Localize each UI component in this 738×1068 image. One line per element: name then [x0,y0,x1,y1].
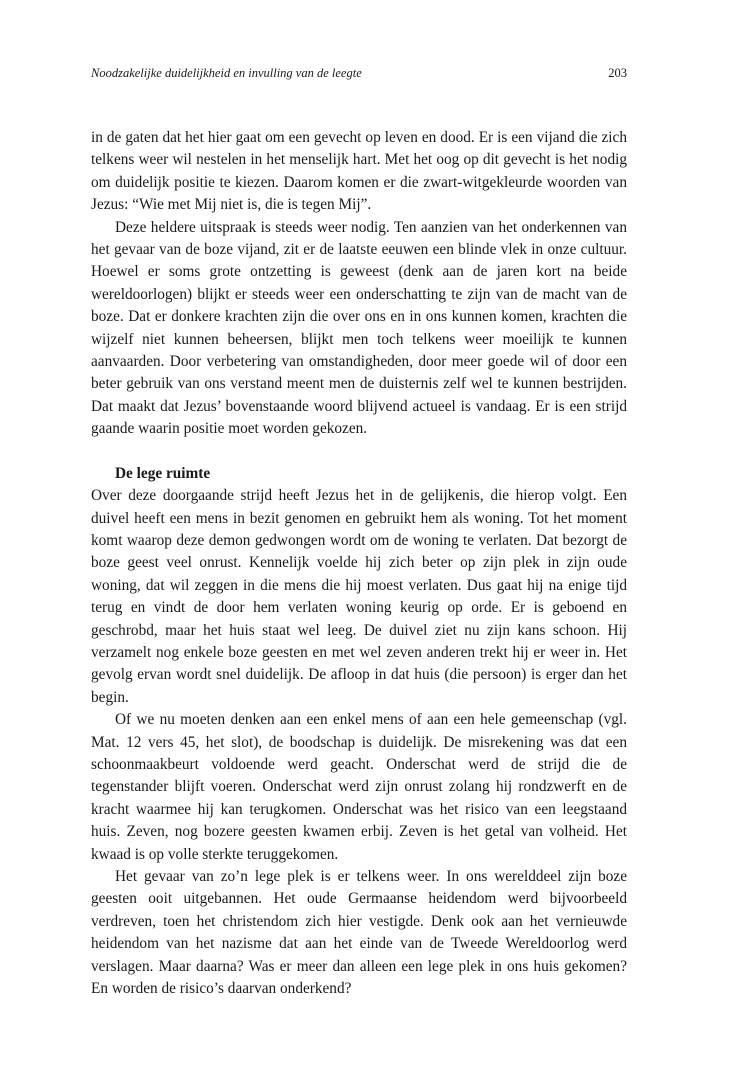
paragraph: Of we nu moeten denken aan een enkel mens of aan een hele gemeenschap (vgl. Mat. 12 vers 45, het slot), de boodschap is duidelijk. De misrekening was dat een schoonmaakbeurt voldoende werd geacht. Onderschat werd de strijd die de tegenstander blijft voeren. Onderschat werd zijn onrust zolang hij rondzwerft en de kracht waarmee hij kan terugkomen. Onderschat was het risico van een leegstaand huis. Zeven, nog bozere geesten kwamen erbij. Zeven is het getal van volheid. Het kwaad is op volle sterkte teruggekomen. [91,711,627,863]
paragraph: Deze heldere uitspraak is steeds weer nodig. Ten aanzien van het onderkennen van het gevaar van de boze vijand, zit er de laatste eeuwen een blinde vlek in onze cultuur. Hoewel er soms grote ontzetting is geweest (denk aan de jaren kort na beide wereldoorlogen) blijkt er steeds weer een onderschatting te zijn van de macht van de boze. Dat er donkere krachten zijn die over ons en in ons kunnen komen, krachten die wijzelf niet kunnen beheersen, blijkt men toch telkens weer moeilijk te kunnen aanvaarden. Door verbetering van omstandigheden, door meer goede wil of door een beter gebruik van ons verstand meent men de duisternis zelf wel te kunnen bestrijden. Dat maakt dat Jezus’ bovenstaande woord blijvend actueel is vandaag. Er is een strijd gaande waarin positie moet worden gekozen. [91,218,627,438]
body-text [91,127,627,1000]
running-title: Noodzakelijke duidelijkheid en invulling van de leegte [91,66,362,80]
paragraph: Het gevaar van zo’n lege plek is er telkens weer. In ons werelddeel zijn boze geesten ooit uitgebannen. Het oude Germaanse heidendom werd bijvoorbeeld verdreven, toen het christendom zich hier vestigde. Denk ook aan het vernieuwde heidendom van het nazisme dat aan het einde van de Tweede Wereldoorlog werd verslagen. Maar daarna? Was er meer dan alleen een lege plek in ons huis gekomen? En worden de risico’s daarvan onderkend? [91,868,627,998]
paragraph: in de gaten dat het hier gaat om een gevecht op leven en dood. Er is een vijand die zich telkens weer wil nestelen in het menselijk hart. Met het oog op dit gevecht is het nodig om duidelijk positie te kiezen. Daarom komen er die zwart-witgekleurde woorden van Jezus: “Wie met Mij niet is, die is tegen Mij”. [91,129,627,214]
paragraph: Over deze doorgaande strijd heeft Jezus het in de gelijkenis, die hierop volgt. Een duivel heeft een mens in bezit genomen en gebruikt hem als woning. Tot het moment komt waarop deze demon gedwongen wordt om de woning te verlaten. Dat bezorgt de boze geest veel onrust. Kennelijk voelde hij zich beter op zijn plek in zijn oude woning, dat wil zeggen in die mens die hij moest verlaten. Dus gaat hij na enige tijd terug en vindt de door hem verlaten woning keurig op orde. Er is geboend en geschrobd, maar het huis staat wel leeg. De duivel ziet nu zijn kans schoon. Hij verzamelt nog enkele boze geesten en met wel zeven anderen trekt hij er weer in. Het gevolg ervan wordt snel duidelijk. De afloop in dat huis (die persoon) is erger dan het begin. [91,487,627,706]
page-number: 203 [608,66,627,80]
section-heading: De lege ruimte [115,464,211,482]
running-head [91,64,627,82]
